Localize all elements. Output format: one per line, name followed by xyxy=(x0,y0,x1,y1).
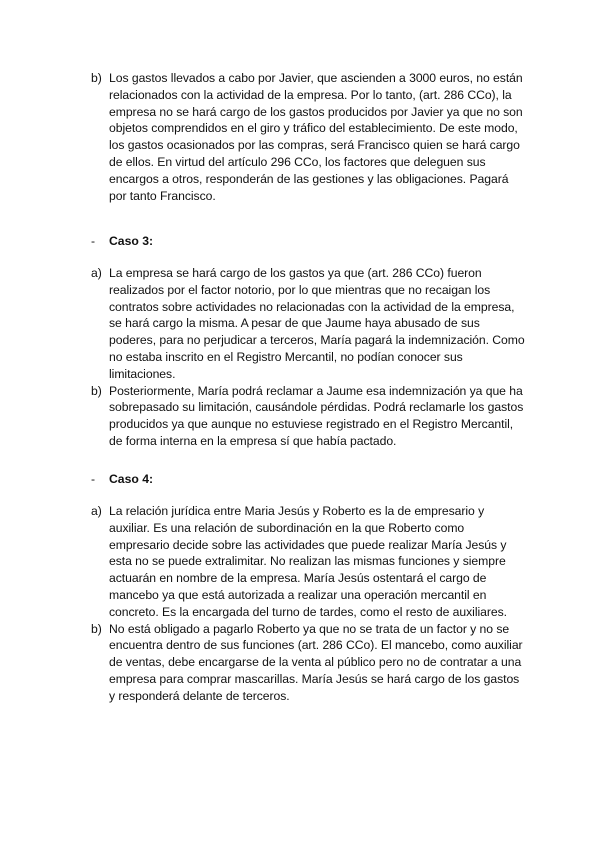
text-line: La relación jurídica entre Maria Jesús y Roberto es la de empresario y xyxy=(109,504,485,518)
answer-text xyxy=(109,383,524,450)
text-line: empresa no se hará cargo de los gastos producidos por Javier ya que no son xyxy=(109,104,523,119)
text-line: los gastos ocasionados por las compras, será Francisco quien se hará cargo xyxy=(109,138,520,153)
text-line: mancebo ya que está autorizada a realizar una operación mercantil en xyxy=(109,587,487,602)
text-line: se hará cargo la misma. A pesar de que Jaume haya abusado de sus xyxy=(109,316,480,331)
item-marker: b) xyxy=(91,621,102,636)
text-line: objetos comprendidos en el giro y tráfico del establecimiento. De este modo, xyxy=(109,121,518,136)
text-line: de ventas, debe encargarse de la venta al público pero no de contratar a una xyxy=(109,655,522,670)
item-marker: a) xyxy=(91,504,102,518)
answer-item-b xyxy=(91,383,524,450)
answer-item-b xyxy=(91,70,521,204)
text-line: encuentra dentro de sus funciones (art. 286 CCo). El mancebo, como auxiliar xyxy=(109,638,523,653)
answer-text xyxy=(109,621,521,705)
answer-text xyxy=(109,265,525,383)
text-line: realizados por el factor notorio, por lo que mientras que no recaigan los xyxy=(109,282,491,297)
text-line: La empresa se hará cargo de los gastos ya que (art. 286 CCo) fueron xyxy=(109,266,482,280)
item-marker: b) xyxy=(91,383,102,398)
text-line: y responderá delante de terceros. xyxy=(109,688,290,703)
heading-dash: - xyxy=(91,234,96,248)
previous-case-answers xyxy=(91,70,521,204)
case-3-answers xyxy=(91,265,525,450)
text-line: Posteriormente, María podrá reclamar a Jaume esa indemnización ya que ha xyxy=(109,383,523,398)
text-line: actuarán en nombre de la empresa. María Jesús ostentará el cargo de xyxy=(109,571,487,586)
case-4-title: Caso 4: xyxy=(109,472,154,486)
item-marker: a) xyxy=(91,266,102,280)
text-line: Los gastos llevados a cabo por Javier, que ascienden a 3000 euros, no están xyxy=(109,71,523,85)
case-3-heading xyxy=(91,233,153,250)
text-line: empresario decide sobre las actividades que puede realizar María Jesús y xyxy=(109,537,507,552)
text-line: auxiliar. Es una relación de subordinación en la que Roberto como xyxy=(109,520,465,535)
text-line: empresa para comprar mascarillas. María Jesús se hará cargo de los gastos xyxy=(109,671,520,686)
answer-item-b xyxy=(91,621,521,705)
text-line: de ellos. En virtud del artículo 296 CCo, los factores que deleguen sus xyxy=(109,154,486,169)
text-line: limitaciones. xyxy=(109,366,176,381)
text-line: concreto. Es la encargada del turno de tardes, como el resto de auxiliares. xyxy=(109,604,507,619)
text-line: contratos sobre actividades no relacionadas con la actividad de la empresa, xyxy=(109,299,515,314)
text-line: producidos ya que aunque no estuviese registrado en el Registro Mercantil, xyxy=(109,417,514,432)
text-line: esta no se puede extralimitar. No realizan las mismas funciones y siempre xyxy=(109,554,506,569)
text-line: encargos a otros, responderán de las gestiones y las obligaciones. Pagará xyxy=(109,171,509,186)
heading-dash: - xyxy=(91,472,96,486)
text-line: por tanto Francisco. xyxy=(109,188,216,203)
answer-text xyxy=(109,503,521,621)
text-line: relacionados con la actividad de la empresa. Por lo tanto, (art. 286 CCo), la xyxy=(109,87,512,102)
case-4-heading xyxy=(91,471,153,488)
item-marker: b) xyxy=(91,71,102,85)
text-line: No está obligado a pagarlo Roberto ya que no se trata de un factor y no se xyxy=(109,621,510,636)
text-line: sobrepasado su limitación, causándole pérdidas. Podrá reclamarle los gastos xyxy=(109,400,524,415)
case-4-answers xyxy=(91,503,521,705)
text-line: poderes, para no perjudicar a terceros, María pagará la indemnización. Como xyxy=(109,333,525,348)
answer-text xyxy=(109,70,521,204)
answer-item-a xyxy=(91,503,521,621)
text-line: de forma interna en la empresa sí que había pactado. xyxy=(109,433,397,448)
answer-item-a xyxy=(91,265,525,383)
case-3-title: Caso 3: xyxy=(109,234,154,248)
text-line: no estaba inscrito en el Registro Mercantil, no podían conocer sus xyxy=(109,349,463,364)
